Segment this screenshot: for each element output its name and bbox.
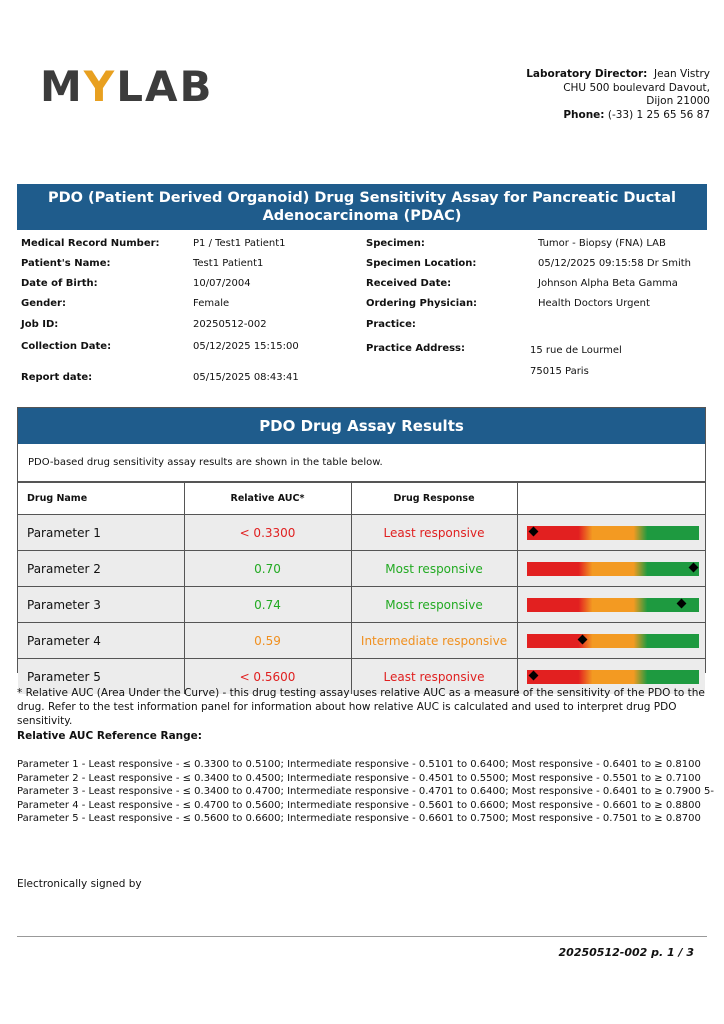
drug-response-value: Most responsive [351, 551, 517, 587]
response-gradient-bar [527, 598, 699, 612]
lab-header [450, 68, 710, 122]
page-number: 20250512-002 p. 1 / 3 [558, 946, 694, 959]
reference-line: Parameter 4 - Least responsive - ≤ 0.4700 to 0.5600; Intermediate responsive - 0.5601 to 0.6600; Most responsive - 0.6601 to ≥ 0.8800 [17, 799, 701, 811]
job-id-value: 20250512-002 [193, 319, 267, 330]
drug-name: Parameter 3 [18, 587, 184, 623]
results-panel [17, 407, 706, 684]
results-title: PDO Drug Assay Results [18, 408, 705, 444]
lab-address-2: Dijon 21000 [646, 95, 710, 107]
col-response-bar [517, 483, 705, 515]
director-label: Laboratory Director: [526, 68, 648, 80]
report-date-value: 05/15/2025 08:43:41 [193, 372, 299, 383]
result-row [18, 587, 705, 623]
received-date-label: Received Date: [366, 278, 452, 289]
response-marker-diamond [528, 526, 538, 536]
response-bar-cell [517, 587, 705, 623]
response-marker-diamond [677, 598, 687, 608]
response-gradient-bar [527, 670, 699, 684]
col-drug-response: Drug Response [351, 483, 517, 515]
lab-address-1: CHU 500 boulevard Davout, [563, 81, 710, 94]
phone-label: Phone: [563, 108, 605, 121]
collection-date-value: 05/12/2025 15:15:00 [193, 341, 299, 352]
col-drug-name: Drug Name [18, 483, 184, 515]
logo-m: M [40, 61, 84, 111]
col-relative-auc: Relative AUC* [184, 483, 351, 515]
phone-number: (-33) 1 25 65 56 87 [607, 108, 710, 121]
dob-label: Date of Birth: [21, 278, 98, 289]
patient-name-value: Test1 Patient1 [193, 258, 264, 269]
reference-ranges [17, 758, 717, 826]
drug-response-value: Least responsive [351, 659, 517, 695]
drug-response-value: Least responsive [351, 515, 517, 551]
mylab-logo [40, 61, 214, 111]
result-row [18, 623, 705, 659]
response-marker-diamond [688, 562, 698, 572]
drug-name: Parameter 2 [18, 551, 184, 587]
collection-date-label: Collection Date: [21, 341, 112, 352]
results-note: PDO-based drug sensitivity assay results are shown in the table below. [18, 444, 705, 482]
gender-value: Female [193, 298, 230, 309]
gender-label: Gender: [21, 298, 66, 309]
response-bar-cell [517, 515, 705, 551]
report-date-label: Report date: [21, 372, 93, 383]
relative-auc-value: 0.59 [184, 623, 351, 659]
job-id-label: Job ID: [21, 319, 59, 330]
mrn-value: P1 / Test1 Patient1 [193, 238, 286, 249]
relative-auc-value: 0.70 [184, 551, 351, 587]
practice-address-line2: 75015 Paris [530, 366, 589, 377]
footer-divider [17, 936, 707, 937]
result-row [18, 515, 705, 551]
drug-response-value: Intermediate responsive [351, 623, 517, 659]
specimen-label: Specimen: [366, 238, 425, 249]
drug-name: Parameter 5 [18, 659, 184, 695]
reference-line: Parameter 2 - Least responsive - ≤ 0.3400 to 0.4500; Intermediate responsive - 0.4501 to 0.5500; Most responsive - 0.5501 to ≥ 0.7100 [17, 772, 701, 784]
response-marker-diamond [578, 634, 588, 644]
logo-y: Y [83, 61, 117, 111]
specimen-value: Tumor - Biopsy (FNA) LAB [538, 238, 666, 249]
relative-auc-value: < 0.5600 [184, 659, 351, 695]
response-gradient-bar [527, 562, 699, 576]
patient-name-label: Patient's Name: [21, 258, 111, 269]
ordering-physician-label: Ordering Physician: [366, 298, 478, 309]
reference-heading: Relative AUC Reference Range: [17, 730, 202, 742]
reference-line: Parameter 5 - Least responsive - ≤ 0.5600 to 0.6600; Intermediate responsive - 0.6601 to 0.7500; Most responsive - 0.7501 to ≥ 0.8700 [17, 813, 701, 824]
reference-line: Parameter 1 - Least responsive - ≤ 0.3300 to 0.5100; Intermediate responsive - 0.5101 to 0.6400; Most responsive - 0.6401 to ≥ 0.8100 [17, 759, 701, 770]
ordering-physician-value: Health Doctors Urgent [538, 298, 650, 309]
dob-value: 10/07/2004 [193, 278, 251, 289]
signature-line: Electronically signed by [17, 878, 142, 890]
response-bar-cell [517, 551, 705, 587]
result-row [18, 551, 705, 587]
received-date-value: Johnson Alpha Beta Gamma [538, 278, 678, 289]
director-name: Jean Vistry [654, 68, 710, 80]
drug-name: Parameter 1 [18, 515, 184, 551]
specimen-location-label: Specimen Location: [366, 258, 477, 269]
drug-response-value: Most responsive [351, 587, 517, 623]
drug-name: Parameter 4 [18, 623, 184, 659]
mrn-label: Medical Record Number: [21, 238, 160, 249]
report-title: PDO (Patient Derived Organoid) Drug Sensitivity Assay for Pancreatic Ductal Adenocarcinoma (PDAC) [17, 184, 707, 230]
response-marker-diamond [528, 670, 538, 680]
response-gradient-bar [527, 526, 699, 540]
practice-label: Practice: [366, 319, 416, 330]
auc-footnote: * Relative AUC (Area Under the Curve) - this drug testing assay uses relative AUC as a measure of the sensitivity of the PDO to the drug. Refer to the test information panel for information about how relative AUC is calculated and used to interpret drug PDO sensitivity. [17, 687, 705, 727]
relative-auc-value: < 0.3300 [184, 515, 351, 551]
response-bar-cell [517, 623, 705, 659]
results-table [18, 482, 705, 694]
relative-auc-value: 0.74 [184, 587, 351, 623]
logo-lab: LAB [116, 61, 214, 111]
practice-address-line1: 15 rue de Lourmel [530, 345, 622, 356]
response-gradient-bar [527, 634, 699, 648]
specimen-location-value: 05/12/2025 09:15:58 Dr Smith [538, 258, 692, 269]
reference-line: Parameter 3 - Least responsive - ≤ 0.3400 to 0.4700; Intermediate responsive - 0.4701 to 0.6400; Most responsive - 0.6401 to ≥ 0.7900 5- [17, 786, 715, 797]
practice-address-label: Practice Address: [366, 343, 466, 354]
results-header-row [18, 483, 705, 515]
